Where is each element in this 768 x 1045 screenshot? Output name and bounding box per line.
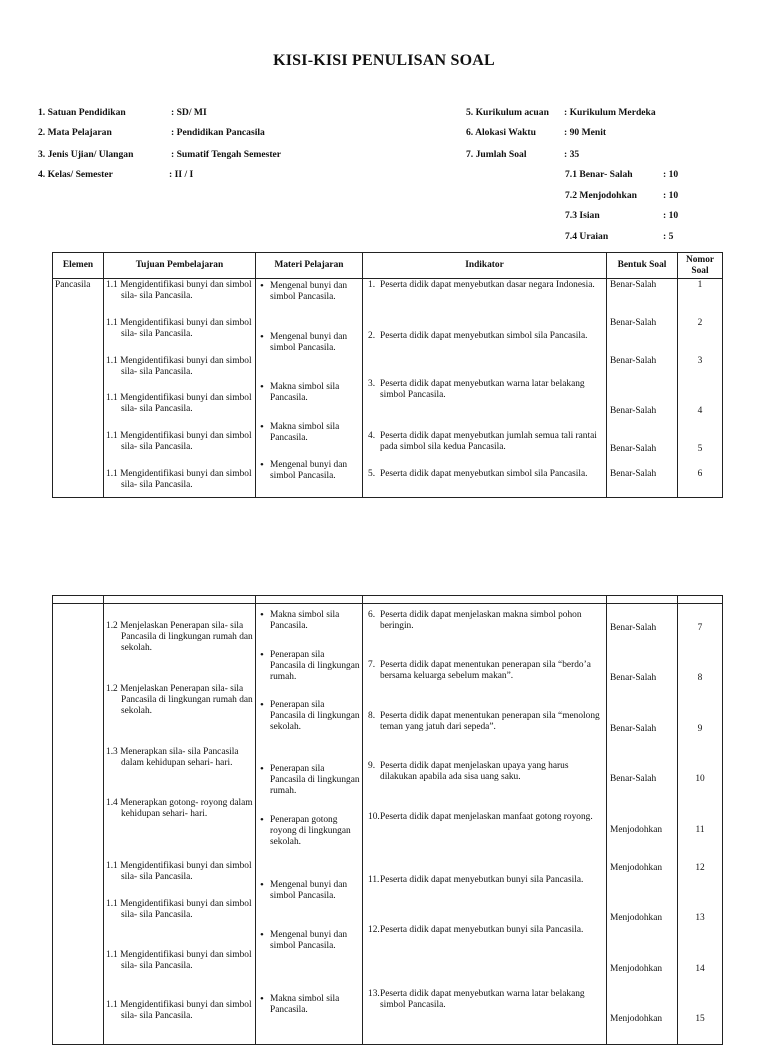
- cell-elemen-blank: [53, 596, 104, 604]
- tujuan-item: 1.1 Mengidentifikasi bunyi dan simbol sila- sila Pancasila.: [106, 861, 252, 883]
- indikator-item: [365, 812, 602, 823]
- nomor-item: 10: [695, 774, 705, 784]
- cell-indikator: [363, 604, 607, 1045]
- indikator-item: [365, 761, 602, 783]
- tujuan-item: 1.1 Mengidentifikasi bunyi dan simbol sila- sila Pancasila.: [106, 899, 252, 921]
- indikator-text: Peserta didik dapat menyebutkan jumlah semua tali rantai pada simbol sila kedua Pancasila.: [380, 431, 597, 453]
- meta-label: 3. Jenis Ujian/ Ulangan: [38, 149, 134, 160]
- nomor-item: 9: [697, 724, 703, 734]
- cell-blank: [104, 596, 256, 604]
- bentuk-item: Benar-Salah: [610, 623, 657, 633]
- meta-value: : Sumatif Tengah Semester: [171, 149, 282, 160]
- cell-blank: [363, 596, 607, 604]
- cell-materi: [256, 279, 363, 498]
- bentuk-item: Benar-Salah: [610, 444, 657, 454]
- nomor-item: 4: [697, 406, 703, 416]
- meta-label: 7.3 Isian: [565, 210, 600, 221]
- tujuan-item: 1.1 Mengidentifikasi bunyi dan simbol sila- sila Pancasila.: [106, 950, 252, 972]
- cell-materi: [256, 604, 363, 1045]
- cell-bentuk-soal: [607, 604, 678, 1045]
- cell-elemen: [53, 604, 104, 1045]
- bentuk-item: Benar-Salah: [610, 280, 657, 290]
- bentuk-item: Benar-Salah: [610, 318, 657, 328]
- meta-value: : Kurikulum Merdeka: [564, 107, 656, 118]
- indikator-number: 1.: [368, 280, 376, 290]
- bentuk-item: Menjodohkan: [610, 913, 663, 923]
- materi-item: • Mengenal bunyi dan simbol Pancasila.: [258, 460, 360, 482]
- indikator-text: Peserta didik dapat menjelaskan makna simbol pohon beringin.: [380, 610, 582, 632]
- kisi-table-page-1: [52, 252, 723, 498]
- bentuk-item: Benar-Salah: [610, 774, 657, 784]
- materi-item: • Makna simbol sila Pancasila.: [258, 422, 360, 444]
- nomor-item: 5: [697, 444, 703, 454]
- indikator-text: Peserta didik dapat menyebutkan warna latar belakang simbol Pancasila.: [380, 379, 585, 401]
- bentuk-item: Benar-Salah: [610, 406, 657, 416]
- indikator-item: [365, 379, 602, 401]
- meta-label: 7. Jumlah Soal: [466, 149, 527, 160]
- indikator-item: [365, 280, 602, 291]
- meta-label: 4. Kelas/ Semester: [38, 169, 113, 180]
- header-bentuk-soal: Bentuk Soal: [607, 253, 678, 279]
- bentuk-item: Menjodohkan: [610, 863, 663, 873]
- materi-item: • Makna simbol sila Pancasila.: [258, 610, 360, 632]
- nomor-item: 11: [695, 825, 705, 835]
- header-elemen: Elemen: [53, 253, 104, 279]
- indikator-number: 2.: [368, 331, 376, 341]
- tujuan-item: 1.1 Mengidentifikasi bunyi dan simbol sila- sila Pancasila.: [106, 431, 252, 453]
- indikator-text: Peserta didik dapat menjelaskan upaya yang harus dilakukan apabila ada sisa uang saku.: [380, 761, 569, 783]
- indikator-number: 10.: [368, 812, 380, 822]
- indikator-item: [365, 469, 602, 480]
- tujuan-item: 1.1 Mengidentifikasi bunyi dan simbol sila- sila Pancasila.: [106, 318, 252, 340]
- header-tujuan: Tujuan Pembelajaran: [104, 253, 256, 279]
- materi-item: • Penerapan sila Pancasila di lingkungan sekolah.: [258, 700, 360, 734]
- tujuan-item: 1.1 Mengidentifikasi bunyi dan simbol sila- sila Pancasila.: [106, 280, 252, 302]
- indikator-number: 7.: [368, 660, 376, 670]
- cell-blank: [256, 596, 363, 604]
- tujuan-item: 1.2 Menjelaskan Penerapan sila- sila Pancasila di lingkungan rumah dan sekolah.: [106, 621, 253, 654]
- indikator-item: [365, 660, 602, 682]
- meta-value: : Pendidikan Pancasila: [171, 127, 265, 138]
- materi-item: • Penerapan sila Pancasila di lingkungan rumah.: [258, 764, 360, 798]
- table-row: [53, 279, 723, 498]
- indikator-item: [365, 989, 602, 1011]
- materi-item: • Penerapan gotong royong di lingkungan sekolah.: [258, 815, 360, 849]
- bentuk-item: Benar-Salah: [610, 673, 657, 683]
- bentuk-item: Benar-Salah: [610, 724, 657, 734]
- tujuan-item: 1.1 Mengidentifikasi bunyi dan simbol sila- sila Pancasila.: [106, 1000, 252, 1022]
- nomor-item: 1: [697, 280, 703, 290]
- indikator-item: [365, 925, 602, 936]
- table-header-row: [53, 253, 723, 279]
- meta-value: : 10: [663, 210, 679, 221]
- nomor-item: 14: [695, 964, 705, 974]
- tujuan-item: 1.1 Mengidentifikasi bunyi dan simbol sila- sila Pancasila.: [106, 469, 252, 491]
- indikator-text: Peserta didik dapat menyebutkan simbol sila Pancasila.: [380, 469, 588, 479]
- nomor-item: 3: [697, 356, 703, 366]
- bentuk-item: Menjodohkan: [610, 964, 663, 974]
- cell-tujuan: [104, 604, 256, 1045]
- cell-blank: [678, 596, 723, 604]
- meta-value: : 35: [564, 149, 580, 160]
- cell-bentuk-soal: [607, 279, 678, 498]
- materi-item: • Mengenal bunyi dan simbol Pancasila.: [258, 880, 360, 902]
- nomor-item: 7: [697, 623, 703, 633]
- table-row: [53, 604, 723, 1045]
- nomor-item: 13: [695, 913, 705, 923]
- meta-value: : SD/ MI: [171, 107, 207, 118]
- document-title: KISI-KISI PENULISAN SOAL: [273, 52, 495, 69]
- materi-item: • Penerapan sila Pancasila di lingkungan rumah.: [258, 650, 360, 684]
- indikator-text: Peserta didik dapat menyebutkan bunyi sila Pancasila.: [380, 875, 584, 885]
- meta-value: : 10: [663, 190, 679, 201]
- tujuan-item: 1.3 Menerapkan sila- sila Pancasila dalam kehidupan sehari- hari.: [106, 747, 239, 769]
- bentuk-item: Benar-Salah: [610, 469, 657, 479]
- indikator-number: 11.: [368, 875, 380, 885]
- meta-value: : 90 Menit: [564, 127, 607, 138]
- indikator-number: 12.: [368, 925, 380, 935]
- indikator-number: 3.: [368, 379, 376, 389]
- indikator-item: [365, 711, 602, 733]
- bentuk-item: Menjodohkan: [610, 825, 663, 835]
- nomor-item: 15: [695, 1014, 705, 1024]
- meta-label: 2. Mata Pelajaran: [38, 127, 112, 138]
- indikator-text: Peserta didik dapat menentukan penerapan sila “menolong teman yang jatuh dari sepeda”.: [380, 711, 600, 733]
- meta-label: 7.1 Benar- Salah: [565, 169, 633, 180]
- materi-item: • Makna simbol sila Pancasila.: [258, 382, 360, 404]
- indikator-text: Peserta didik dapat menyebutkan bunyi sila Pancasila.: [380, 925, 584, 935]
- indikator-text: Peserta didik dapat menyebutkan simbol sila Pancasila.: [380, 331, 588, 341]
- table-spacer-row: [53, 596, 723, 604]
- indikator-item: [365, 610, 602, 632]
- elemen-text: Pancasila: [55, 280, 91, 290]
- indikator-number: 6.: [368, 610, 376, 620]
- tujuan-item: 1.1 Mengidentifikasi bunyi dan simbol sila- sila Pancasila.: [106, 356, 252, 378]
- header-materi: Materi Pelajaran: [256, 253, 363, 279]
- header-indikator: Indikator: [363, 253, 607, 279]
- header-nomor-soal: Nomor Soal: [678, 253, 723, 279]
- materi-item: • Mengenal bunyi dan simbol Pancasila.: [258, 281, 360, 303]
- meta-value: : II / I: [169, 169, 194, 180]
- meta-label: 6. Alokasi Waktu: [466, 127, 536, 138]
- cell-elemen: [53, 279, 104, 498]
- indikator-text: Peserta didik dapat menyebutkan warna latar belakang simbol Pancasila.: [380, 989, 585, 1011]
- cell-nomor-soal: [678, 279, 723, 498]
- cell-tujuan: [104, 279, 256, 498]
- kisi-table-page-2: [52, 595, 723, 1045]
- indikator-number: 13.: [368, 989, 380, 999]
- nomor-item: 12: [695, 863, 705, 873]
- indikator-text: Peserta didik dapat menyebutkan dasar negara Indonesia.: [380, 280, 595, 290]
- meta-label: 7.4 Uraian: [565, 231, 609, 242]
- cell-nomor-soal: [678, 604, 723, 1045]
- meta-value: : 10: [663, 169, 679, 180]
- tujuan-item: 1.1 Mengidentifikasi bunyi dan simbol sila- sila Pancasila.: [106, 393, 252, 415]
- indikator-item: [365, 331, 602, 342]
- cell-blank: [607, 596, 678, 604]
- indikator-number: 8.: [368, 711, 376, 721]
- nomor-item: 6: [697, 469, 703, 479]
- materi-item: • Makna simbol sila Pancasila.: [258, 994, 360, 1016]
- indikator-number: 5.: [368, 469, 376, 479]
- nomor-item: 8: [697, 673, 703, 683]
- bentuk-item: Menjodohkan: [610, 1014, 663, 1024]
- indikator-text: Peserta didik dapat menentukan penerapan sila “berdo’a bersama keluarga sebelum makan”.: [380, 660, 591, 682]
- indikator-number: 9.: [368, 761, 376, 771]
- nomor-item: 2: [697, 318, 703, 328]
- meta-label: 7.2 Menjodohkan: [565, 190, 637, 201]
- indikator-item: [365, 431, 602, 453]
- meta-value: : 5: [663, 231, 674, 242]
- materi-item: • Mengenal bunyi dan simbol Pancasila.: [258, 332, 360, 354]
- indikator-text: Peserta didik dapat menjelaskan manfaat gotong royong.: [380, 812, 593, 822]
- indikator-item: [365, 875, 602, 886]
- indikator-number: 4.: [368, 431, 376, 441]
- bentuk-item: Benar-Salah: [610, 356, 657, 366]
- materi-item: • Mengenal bunyi dan simbol Pancasila.: [258, 930, 360, 952]
- tujuan-item: 1.2 Menjelaskan Penerapan sila- sila Pancasila di lingkungan rumah dan sekolah.: [106, 684, 253, 717]
- meta-label: 5. Kurikulum acuan: [466, 107, 549, 118]
- tujuan-item: 1.4 Menerapkan gotong- royong dalam kehidupan sehari- hari.: [106, 798, 253, 820]
- meta-label: 1. Satuan Pendidikan: [38, 107, 126, 118]
- cell-indikator: [363, 279, 607, 498]
